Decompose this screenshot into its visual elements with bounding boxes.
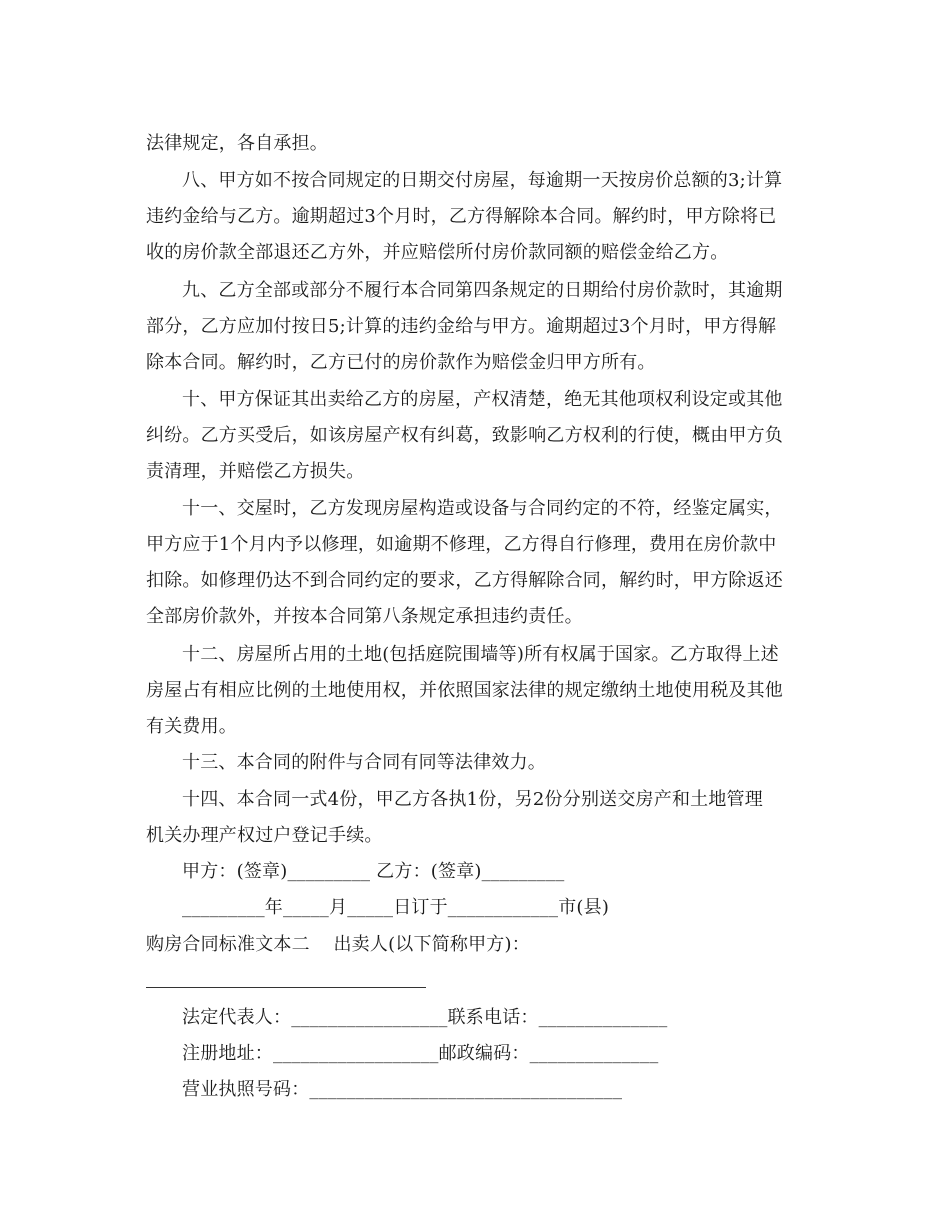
text-line: 有关费用。 — [146, 716, 237, 737]
text-line: 八、甲方如不按合同规定的日期交付房屋，每逾期一天按房价总额的3;计算 — [182, 170, 783, 191]
form-line: 营业执照号码：__________________________________ — [182, 1079, 623, 1100]
form-line: 法定代表人：_________________联系电话：______________ — [182, 1007, 668, 1028]
text-line: 十二、房屋所占用的土地(包括庭院围墙等)所有权属于国家。乙方取得上述 — [182, 644, 779, 665]
text-line: 全部房价款外，并按本合同第八条规定承担违约责任。 — [146, 606, 583, 627]
blank-rule — [146, 987, 426, 988]
text-line: 扣除。如修理仍达不到合同约定的要求，乙方得解除合同，解约时，甲方除返还 — [146, 570, 783, 591]
text-line: 责清理，并赔偿乙方损失。 — [146, 461, 365, 482]
form-line: 注册地址：__________________邮政编码：______________ — [182, 1043, 659, 1064]
text-line: 九、乙方全部或部分不履行本合同第四条规定的日期给付房价款时，其逾期 — [182, 280, 783, 301]
signature-line: 甲方：(签章)_________ 乙方：(签章)_________ — [182, 861, 565, 882]
date-line: _________年_____月_____日订于____________市(县) — [182, 897, 610, 918]
text-line: 十三、本合同的附件与合同有同等法律效力。 — [182, 752, 546, 773]
text-line: 纠纷。乙方买受后，如该房屋产权有纠葛，致影响乙方权利的行使，概由甲方负 — [146, 425, 783, 446]
text-line: 十一、交屋时，乙方发现房屋构造或设备与合同约定的不符，经鉴定属实， — [182, 498, 783, 519]
text-line: 收的房价款全部退还乙方外，并应赔偿所付房价款同额的赔偿金给乙方。 — [146, 242, 729, 263]
text-line: 法律规定，各自承担。 — [146, 133, 328, 154]
text-line: 十四、本合同一式4份，甲乙方各执1份，另2份分别送交房产和土地管理 — [182, 789, 763, 810]
section-title-line: 购房合同标准文本二 出卖人(以下简称甲方)： — [146, 934, 530, 955]
text-line: 部分，乙方应加付按日5;计算的违约金给与甲方。逾期超过3个月时，甲方得解 — [146, 316, 777, 337]
text-line: 除本合同。解约时，乙方已付的房价款作为赔偿金归甲方所有。 — [146, 352, 656, 373]
text-line: 违约金给与乙方。逾期超过3个月时，乙方得解除本合同。解约时，甲方除将已 — [146, 206, 777, 227]
text-line: 甲方应于1个月内予以修理，如逾期不修理，乙方得自行修理，费用在房价款中 — [146, 534, 777, 555]
text-line: 房屋占有相应比例的土地使用权，并依照国家法律的规定缴纳土地使用税及其他 — [146, 680, 783, 701]
text-line: 十、甲方保证其出卖给乙方的房屋，产权清楚，绝无其他项权利设定或其他 — [182, 389, 783, 410]
text-line: 机关办理产权过户登记手续。 — [146, 825, 383, 846]
